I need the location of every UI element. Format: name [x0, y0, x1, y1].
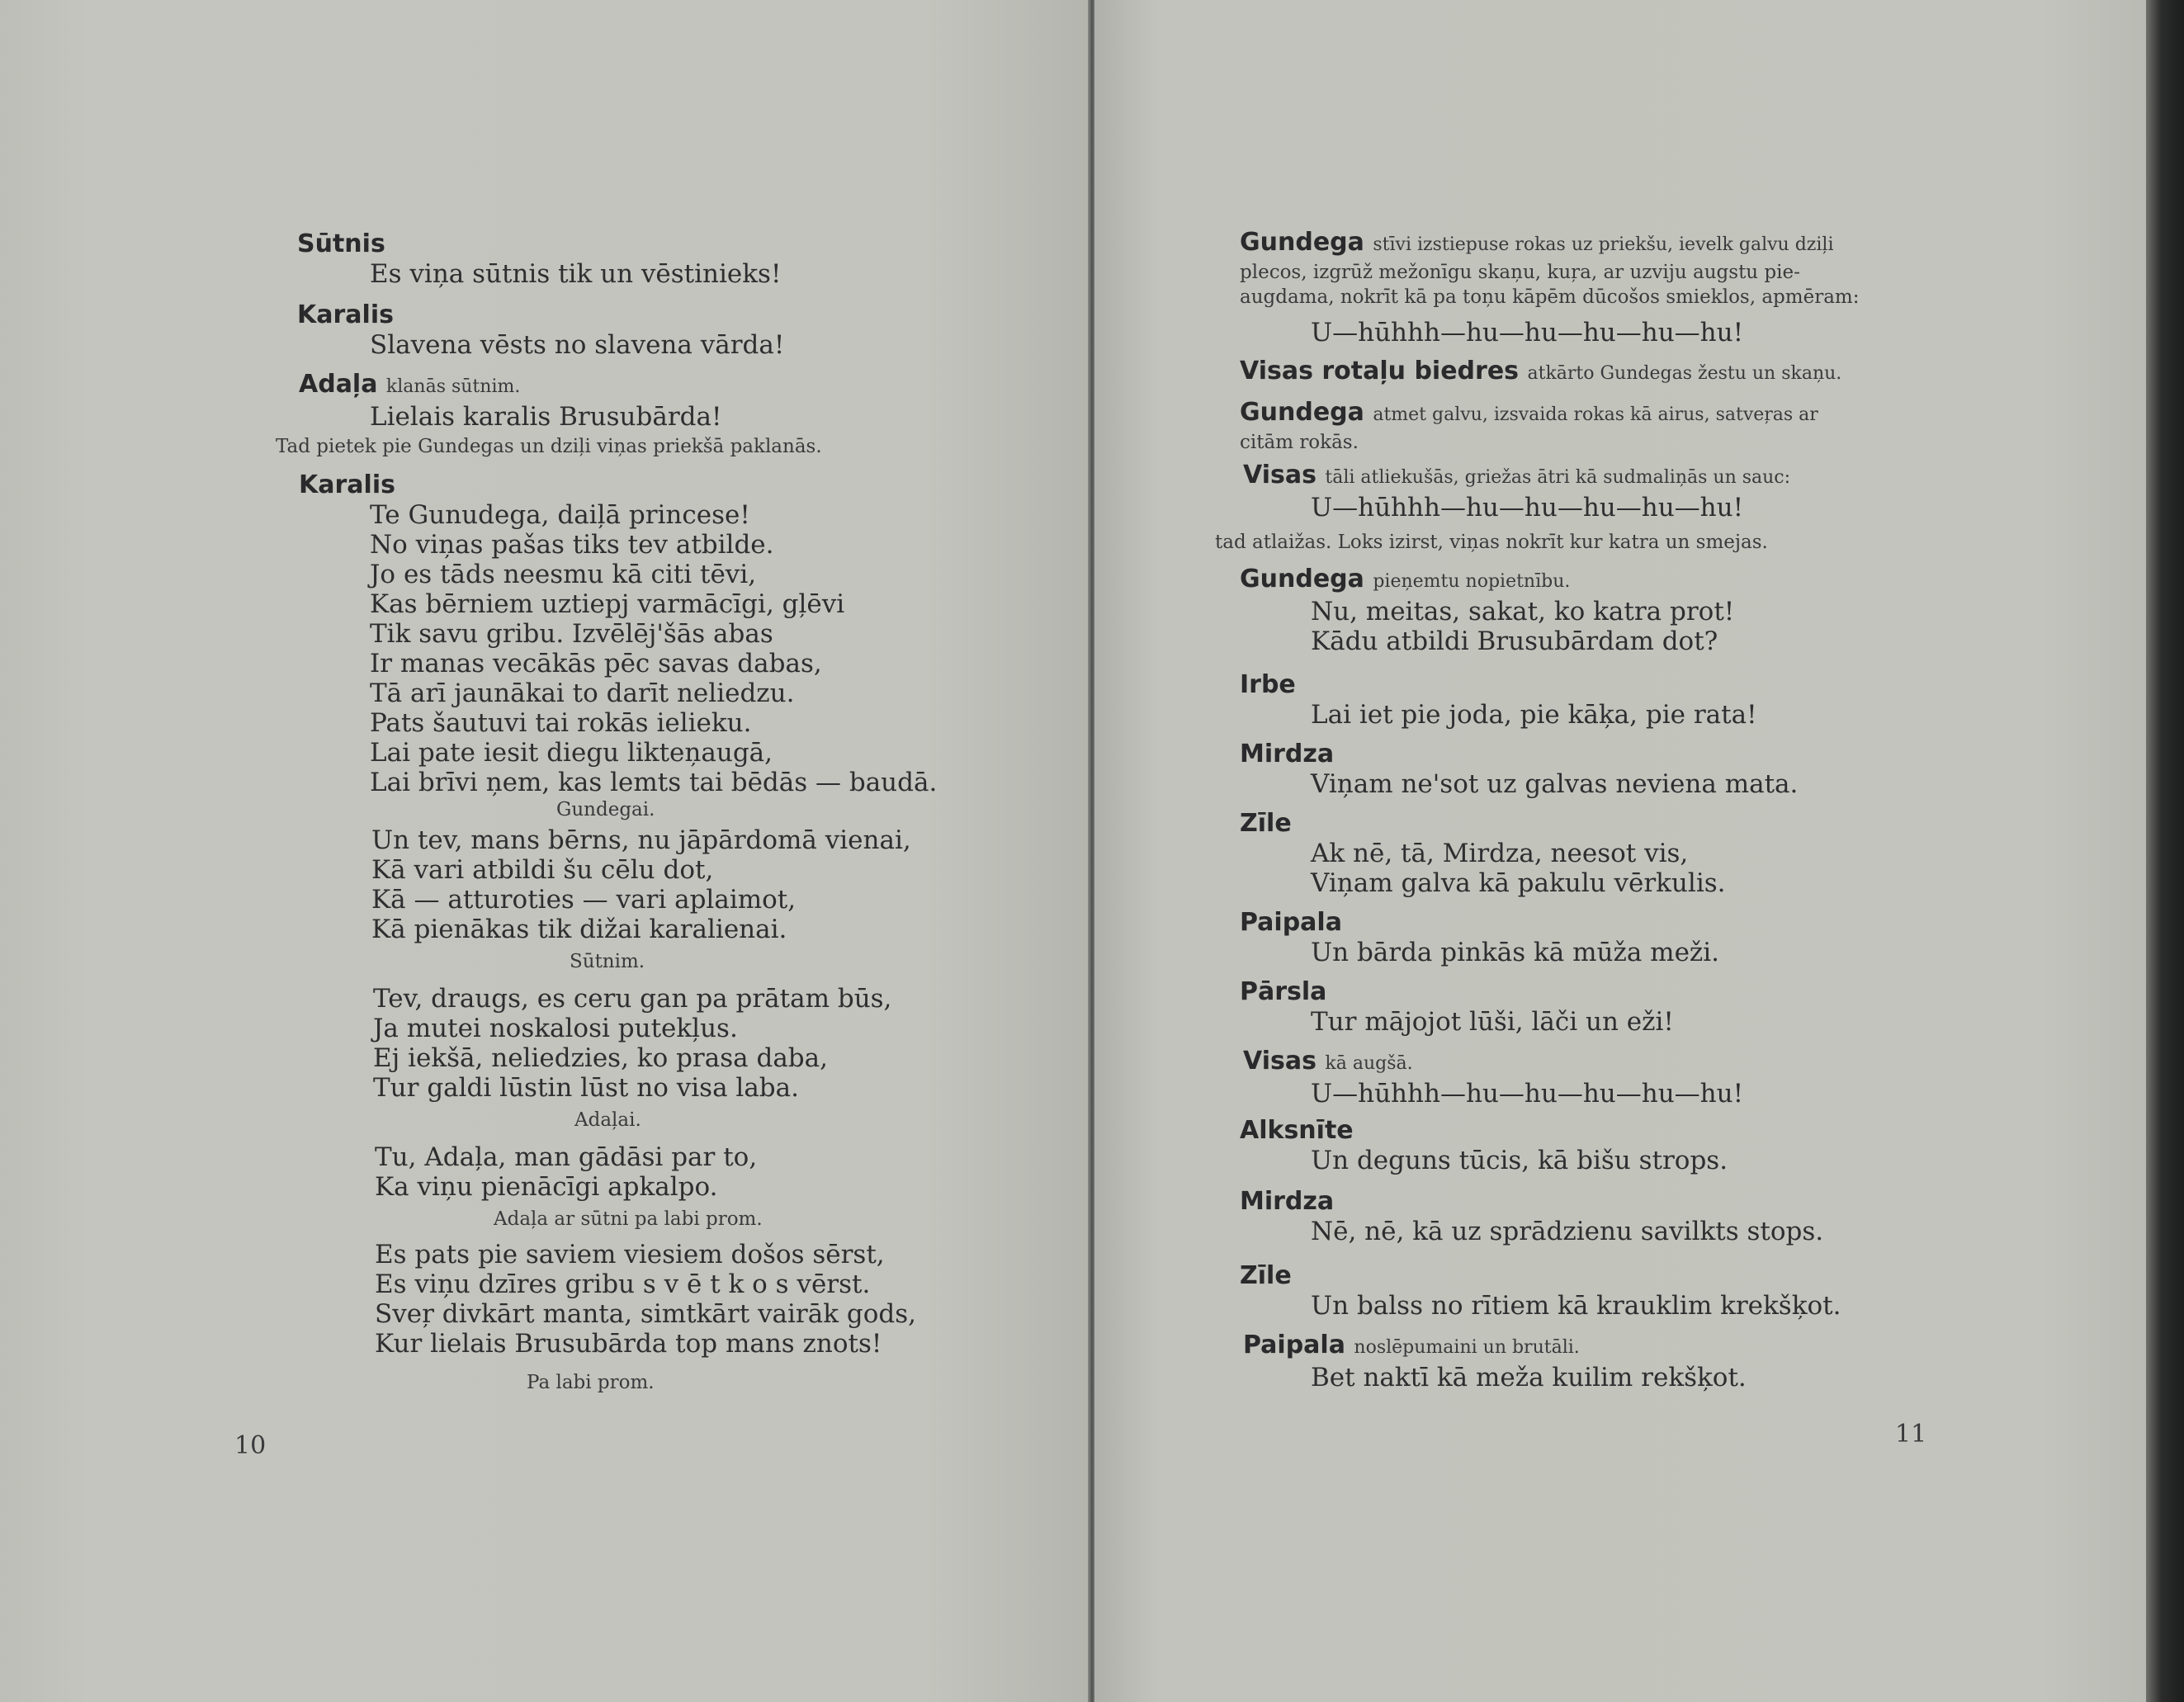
stage-direction: klanās sūtnim. — [385, 376, 521, 397]
speaker-name: Visas — [1243, 1047, 1317, 1076]
verse-line: Pats šautuvi tai rokās ielieku. — [370, 708, 752, 738]
speaker-name: Zīle — [1240, 809, 1292, 838]
verse-line: Tik savu gribu. Izvēlēj'šās abas — [370, 619, 773, 649]
speech-gundega — [1240, 398, 1818, 455]
speech-parsla — [1240, 977, 1674, 1037]
verse-line: Tev, draugs, es ceru gan pa prātam būs, — [373, 984, 892, 1014]
speaker-name: Gundega — [1240, 565, 1364, 593]
speech-karalis — [297, 300, 784, 360]
stage-direction: Adaļa ar sūtni pa labi prom. — [494, 1208, 763, 1230]
speaker-name: Paipala — [1240, 908, 1342, 937]
verse-line: U—hūhhh—hu—hu—hu—hu—hu! — [1311, 493, 1744, 522]
verse-stanza — [373, 984, 891, 1103]
verse-line: Es viņu dzīres gribu s v ē t k o s vērst. — [375, 1269, 871, 1299]
stage-direction: Adaļai. — [574, 1109, 641, 1131]
right-page — [1094, 0, 2148, 1702]
speaker-name: Pārsla — [1240, 977, 1327, 1006]
verse-line: Tu, Adaļa, man gādāsi par to, — [375, 1142, 758, 1172]
speaker-name: Gundega — [1240, 228, 1364, 257]
stage-direction: atmet galvu, izsvaida rokas kā airus, satveŗas ar — [1373, 404, 1818, 425]
verse-line: Lai pate iesit diegu likteņaugā, — [370, 738, 773, 768]
speech-paipala — [1240, 908, 1719, 967]
verse-line: Ir manas vecākās pēc savas dabas, — [370, 649, 822, 678]
speaker-name: Karalis — [297, 300, 394, 329]
stage-direction: citām rokās. — [1240, 432, 1359, 453]
speech-gundega — [1240, 228, 1859, 347]
verse-line: Kādu atbildi Brusubārdam dot? — [1311, 626, 1718, 656]
verse-line: Ja mutei noskalosi putekļus. — [373, 1014, 738, 1043]
verse-line: No viņas pašas tiks tev atbilde. — [370, 530, 774, 560]
verse-line: Un deguns tūcis, kā bišu strops. — [1311, 1146, 1728, 1175]
verse-line: Un bārda pinkās kā mūža meži. — [1311, 938, 1720, 967]
verse-line: Tā arī jaunākai to darīt neliedzu. — [370, 678, 795, 708]
verse-line: Tur mājojot lūši, lāči un eži! — [1311, 1007, 1674, 1037]
speech-gundega — [1240, 565, 1734, 656]
stage-direction: Sūtnim. — [570, 951, 645, 972]
speaker-name: Mirdza — [1240, 740, 1335, 768]
verse-line: Kur lielais Brusubārda top mans znots! — [375, 1329, 882, 1359]
speaker-name: Sūtnis — [297, 229, 385, 258]
speaker-name: Alksnīte — [1240, 1116, 1354, 1145]
speech-irbe — [1240, 670, 1757, 730]
verse-line: Ak nē, tā, Mirdza, neesot vis, — [1311, 839, 1689, 868]
stage-direction: tad atlaižas. Loks izirst, viņas nokrīt kur katra un smejas. — [1215, 532, 1768, 553]
verse-line: Te Gunudega, daiļā princese! — [370, 500, 750, 530]
stage-direction: Pa labi prom. — [527, 1372, 655, 1393]
verse-stanza — [375, 1240, 916, 1359]
verse-line: Kā pienākas tik dižai karalienai. — [371, 915, 787, 944]
stage-direction: plecos, izgrūž mežonīgu skaņu, kuŗa, ar uzviju augstu pie- — [1240, 262, 1800, 283]
verse-line: Lai iet pie joda, pie kāķa, pie rata! — [1311, 700, 1757, 730]
speaker-name: Visas rotaļu biedres — [1240, 357, 1520, 385]
verse-line: Tur galdi lūstin lūst no visa laba. — [373, 1073, 799, 1103]
speech-visas — [1243, 1047, 1743, 1109]
verse-line: Bet naktī kā meža kuilim rekšķot. — [1311, 1363, 1747, 1392]
speech-mirdza — [1240, 740, 1798, 799]
speaker-name: Visas — [1243, 461, 1317, 489]
verse-line: Ka viņu pienācīgi apkalpo. — [375, 1172, 718, 1202]
verse-stanza — [371, 825, 911, 944]
verse-line: Viņam ne'sot uz galvas neviena mata. — [1311, 769, 1799, 799]
verse-line: Sveŗ divkārt manta, simtkārt vairāk gods, — [375, 1299, 916, 1329]
stage-direction: atkārto Gundegas žestu un skaņu. — [1527, 363, 1842, 384]
speech-alksnite — [1240, 1116, 1728, 1175]
verse-stanza — [375, 1142, 757, 1202]
verse-line: Nē, nē, kā uz sprādzienu savilkts stops. — [1311, 1217, 1824, 1246]
speaker-name: Irbe — [1240, 670, 1296, 699]
verse-line: Kā — atturoties — vari aplaimot, — [371, 885, 797, 915]
verse-line: Es viņa sūtnis tik un vēstinieks! — [370, 259, 782, 289]
stage-direction: tāli atliekušās, griežas ātri kā sudmaliņās un sauc: — [1325, 467, 1791, 488]
verse-line: Kas bērniem uztiepj varmācīgi, gļēvi — [370, 589, 845, 619]
speech-zile — [1240, 809, 1726, 898]
speech-sutnis — [297, 229, 781, 289]
stage-direction: stīvi izstiepuse rokas uz priekšu, ievelk galvu dziļi — [1373, 234, 1834, 255]
speech-zile — [1240, 1261, 1841, 1321]
stage-direction: noslēpumaini un brutāli. — [1354, 1337, 1580, 1358]
stage-direction: Tad pietek pie Gundegas un dziļi viņas priekšā paklanās. — [276, 436, 822, 457]
left-page — [0, 0, 1090, 1702]
verse-line: Nu, meitas, sakat, ko katra prot! — [1311, 597, 1735, 626]
speech-visas-rotalu-biedres — [1240, 357, 1841, 389]
page-number: 10 — [234, 1431, 267, 1460]
verse-line: Slavena vēsts no slavena vārda! — [370, 330, 785, 360]
verse-line: Un balss no rītiem kā krauklim krekšķot. — [1311, 1291, 1841, 1321]
speech-mirdza — [1240, 1187, 1823, 1246]
verse-line: Viņam galva kā pakulu vērkulis. — [1311, 868, 1726, 898]
verse-line: U—hūhhh—hu—hu—hu—hu—hu! — [1311, 1079, 1744, 1109]
speech-adala — [299, 370, 721, 432]
verse-line: Lai brīvi ņem, kas lemts tai bēdās — baudā. — [370, 768, 938, 797]
stage-direction: Gundegai. — [556, 799, 655, 820]
verse-line: Ej iekšā, neliedzies, ko prasa daba, — [373, 1043, 828, 1073]
speaker-name: Karalis — [299, 470, 395, 499]
page-edge — [2146, 0, 2184, 1702]
speaker-name: Gundega — [1240, 398, 1364, 427]
speech-visas — [1243, 461, 1790, 522]
speaker-name: Paipala — [1243, 1331, 1345, 1359]
verse-line: Un tev, mans bērns, nu jāpārdomā vienai, — [371, 825, 911, 855]
verse-line: Kā vari atbildi šu cēlu dot, — [371, 855, 714, 885]
page-number: 11 — [1895, 1420, 1927, 1449]
verse-line: Es pats pie saviem viesiem došos sērst, — [375, 1240, 885, 1269]
verse-line: Lielais karalis Brusubārda! — [370, 402, 722, 432]
speaker-name: Mirdza — [1240, 1187, 1335, 1216]
stage-direction: pieņemtu nopietnību. — [1373, 571, 1571, 592]
speaker-name: Adaļa — [299, 370, 378, 399]
verse-line: Jo es tāds neesmu kā citi tēvi, — [370, 560, 757, 589]
speech-paipala — [1243, 1331, 1747, 1392]
speaker-name: Zīle — [1240, 1261, 1292, 1290]
stage-direction: kā augšā. — [1325, 1053, 1413, 1074]
verse-line: U—hūhhh—hu—hu—hu—hu—hu! — [1311, 318, 1744, 347]
stage-direction: augdama, nokrīt kā pa toņu kāpēm dūcošos smieklos, apmēram: — [1240, 286, 1860, 308]
speech-karalis-long — [299, 470, 937, 797]
